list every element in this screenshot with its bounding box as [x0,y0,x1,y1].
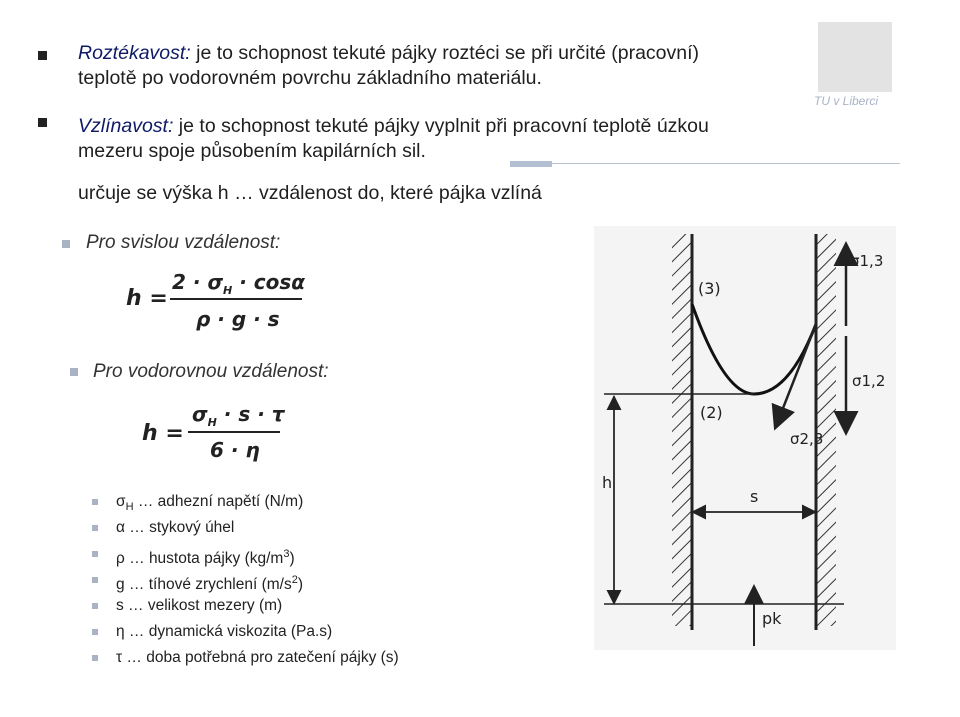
bullet-icon [38,118,47,127]
legend-symbol: σ [116,493,126,510]
legend-symbol: η [116,623,125,640]
legend-subscript: H [125,501,134,514]
definition-rozteckavost [78,41,818,91]
definition-text: je to schopnost tekuté pájky vyplnit při pracovní teplotě úzkou [173,115,709,137]
vertical-formula-denominator: ρ · g · s [196,307,280,331]
legend-text: … velikost mezery (m) [123,597,283,614]
legend-text: … tíhové zrychlení (m/s [124,576,292,594]
bullet-icon [38,51,47,60]
bullet-icon [92,499,98,505]
region3-label: (3) [698,279,721,298]
legend-text-tail: ) [297,576,304,594]
bullet-icon [92,577,98,583]
left-wall-hatch [672,234,692,626]
gap-label: s [750,487,759,506]
legend-text: … adhezní napětí (N/m) [133,493,304,510]
watermark: TU v Liberci [814,94,879,108]
definition-vzlinavost [78,114,898,164]
bullet-icon [92,551,98,557]
sigma12-label: σ1,2 [852,372,886,390]
sigma23-label: σ2,3 [790,430,824,448]
bullet-icon [62,240,70,248]
region2-label: (2) [700,403,723,422]
legend-symbol: s [116,597,124,614]
bullet-icon [92,525,98,531]
definition-term: Roztékavost: [78,42,191,64]
horizontal-label: Pro vodorovnou vzdálenost: [93,361,329,382]
sigma13-label: σ1,3 [850,252,884,270]
bullet-icon [92,629,98,635]
legend-text: … doba potřebná pro zatečení pájky (s) [122,649,399,666]
legend-text-tail: ) [289,550,295,568]
capillary-diagram [594,226,896,650]
horizontal-formula-numerator: $\sigma_H \cdot s \cdot \tau$ [192,402,285,429]
legend-symbol: τ [116,649,123,666]
vertical-formula-lhs: h = [126,286,168,311]
legend-symbol: ρ [116,550,125,568]
definition-text: je to schopnost tekuté pájky roztéci se při určité (pracovní) [190,42,700,64]
legend-symbol: g [116,576,125,594]
legend-symbol: α [116,519,125,536]
legend-text: … stykový úhel [124,519,235,536]
legend-text: … hustota pájky (kg/m [124,550,284,568]
corner-decoration [818,22,892,92]
bullet-icon [92,655,98,661]
bullet-icon [92,603,98,609]
pressure-label: pk [762,609,782,628]
fraction-line [188,431,280,433]
legend-text: … dynamická viskozita (Pa.s) [124,623,333,640]
height-note: určuje se výška h … vzdálenost do, které pájka vzlíná [78,182,542,204]
definition-text-cont: teplotě po vodorovném povrchu základního materiálu. [78,67,542,89]
vertical-label: Pro svislou vzdálenost: [86,232,281,253]
legend-superscript: 3 [283,548,290,560]
height-label: h [602,473,613,492]
horizontal-formula-lhs: h = [142,421,184,446]
definition-term: Vzlínavost: [78,115,174,137]
definition-text-cont: mezeru spoje působením kapilárních sil. [78,140,426,162]
fraction-line [170,298,302,300]
horizontal-formula-denominator: 6 · η [210,438,260,462]
vertical-formula-numerator: $2 \cdot \sigma_H \cdot \cos\alpha$ [172,270,305,297]
legend-superscript: 2 [291,574,298,586]
bullet-icon [70,368,78,376]
